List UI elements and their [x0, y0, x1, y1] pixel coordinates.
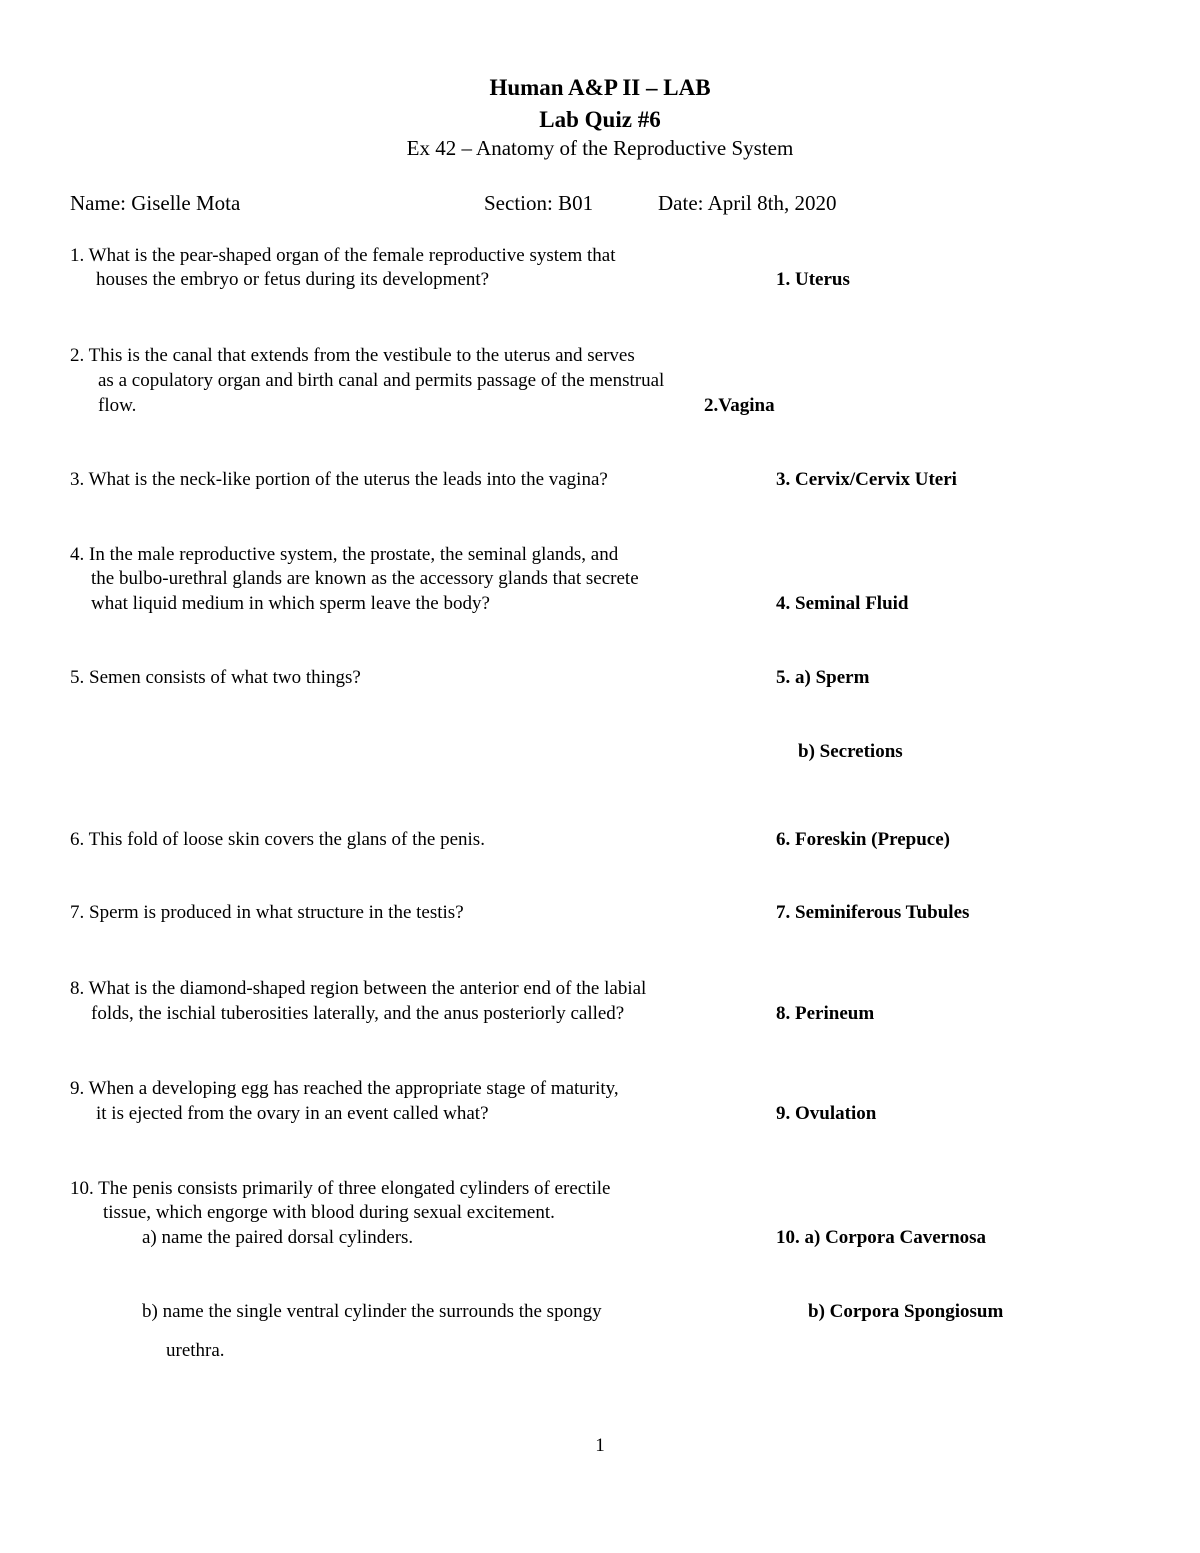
- question-1-line-1: 1. What is the pear-shaped organ of the female reproductive system that: [70, 245, 616, 266]
- question-1-line-2: houses the embryo or fetus during its development?: [96, 269, 490, 290]
- answer-2: 2.Vagina: [704, 395, 775, 416]
- question-5-line-1: 5. Semen consists of what two things?: [70, 667, 361, 688]
- question-8-line-1: 8. What is the diamond-shaped region between the anterior end of the labial: [70, 978, 647, 999]
- question-10b-line-1: b) name the single ventral cylinder the surrounds the spongy: [142, 1301, 602, 1322]
- date-field: Date: April 8th, 2020: [658, 191, 837, 215]
- answer-4: 4. Seminal Fluid: [776, 593, 909, 614]
- exercise-subtitle: Ex 42 – Anatomy of the Reproductive System: [406, 136, 794, 160]
- question-7-line-1: 7. Sperm is produced in what structure in the testis?: [70, 902, 464, 923]
- question-10a: a) name the paired dorsal cylinders.: [142, 1227, 414, 1248]
- student-name: Name: Giselle Mota: [70, 191, 241, 215]
- question-10b-line-2: urethra.: [166, 1340, 225, 1361]
- quiz-title: Lab Quiz #6: [539, 107, 661, 132]
- document-title: Human A&P II – LAB: [489, 75, 711, 100]
- answer-9: 9. Ovulation: [776, 1103, 877, 1124]
- question-4-line-1: 4. In the male reproductive system, the prostate, the seminal glands, and: [70, 544, 619, 565]
- question-2-line-2: as a copulatory organ and birth canal and permits passage of the menstrual: [98, 370, 665, 391]
- question-3-line-1: 3. What is the neck-like portion of the uterus the leads into the vagina?: [70, 469, 608, 490]
- question-8-line-2: folds, the ischial tuberosities laterally, and the anus posteriorly called?: [91, 1003, 625, 1024]
- question-4-line-2: the bulbo-urethral glands are known as the accessory glands that secrete: [91, 568, 639, 589]
- question-2-line-3: flow.: [98, 395, 137, 416]
- question-9-line-2: it is ejected from the ovary in an event called what?: [96, 1103, 489, 1124]
- question-6-line-1: 6. This fold of loose skin covers the glans of the penis.: [70, 829, 485, 850]
- page-number: 1: [595, 1435, 605, 1456]
- answer-7: 7. Seminiferous Tubules: [776, 902, 970, 923]
- answer-8: 8. Perineum: [776, 1003, 875, 1024]
- section-field: Section: B01: [484, 191, 594, 215]
- question-2-line-1: 2. This is the canal that extends from the vestibule to the uterus and serves: [70, 345, 635, 366]
- question-10-line-1: 10. The penis consists primarily of three elongated cylinders of erectile: [70, 1178, 611, 1199]
- question-4-line-3: what liquid medium in which sperm leave the body?: [91, 593, 490, 614]
- answer-10b: b) Corpora Spongiosum: [808, 1301, 1004, 1322]
- answer-5a: 5. a) Sperm: [776, 667, 870, 688]
- answer-3: 3. Cervix/Cervix Uteri: [776, 469, 957, 490]
- question-10-line-2: tissue, which engorge with blood during sexual excitement.: [103, 1202, 555, 1223]
- answer-10a: 10. a) Corpora Cavernosa: [776, 1227, 987, 1248]
- answer-6: 6. Foreskin (Prepuce): [776, 829, 950, 850]
- answer-5b: b) Secretions: [798, 741, 903, 762]
- question-9-line-1: 9. When a developing egg has reached the appropriate stage of maturity,: [70, 1078, 619, 1099]
- answer-1: 1. Uterus: [776, 269, 850, 290]
